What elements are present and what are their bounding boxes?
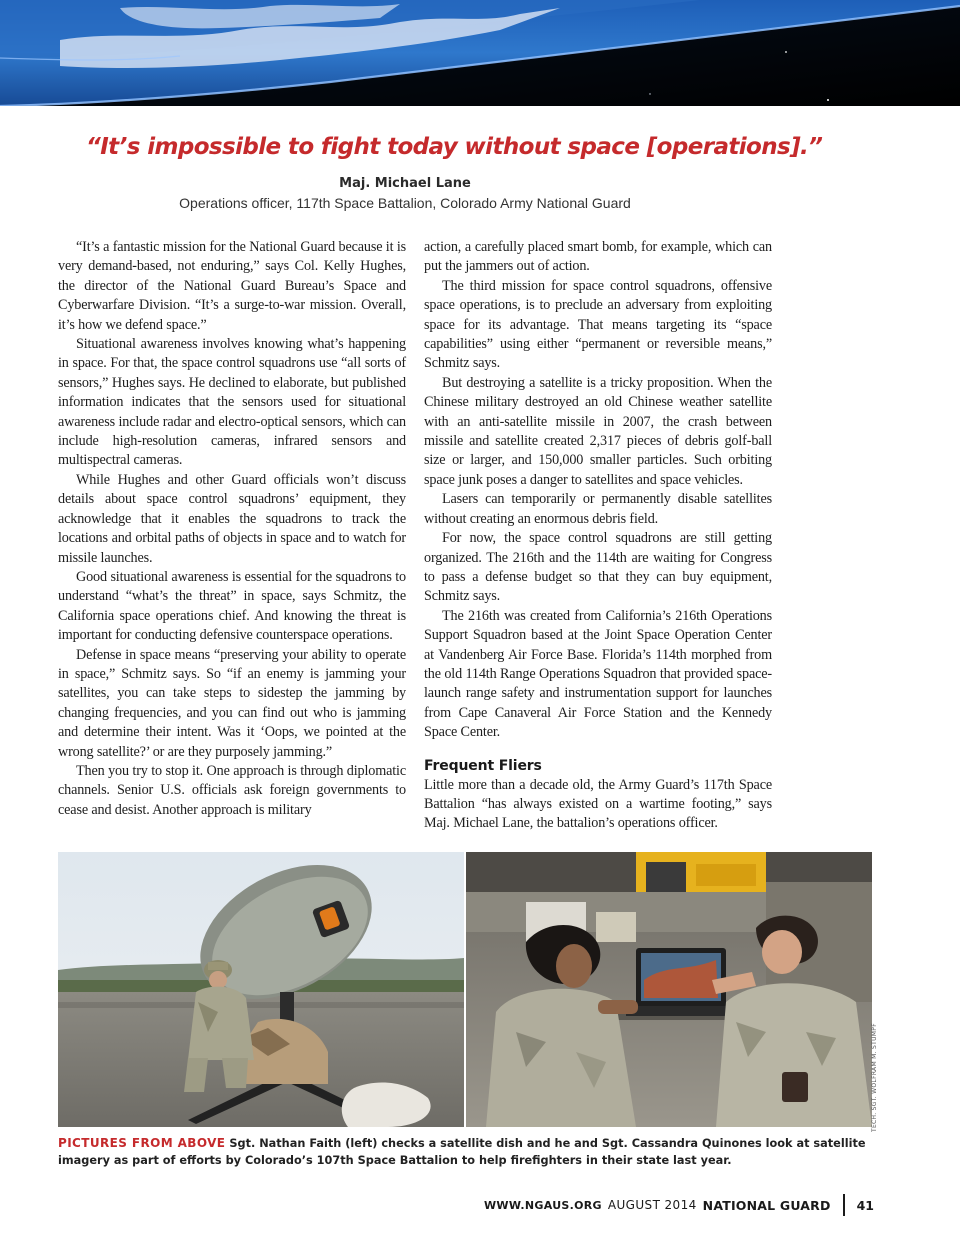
caption-text: Sgt. Nathan Faith (left) checks a satellite dish and he and Sgt. Cassandra Quinones look at satellite imagery as part of efforts by Colorado’s 107th Space Battalion to help firefighters in their state last year. [58,1137,866,1167]
paragraph: Lasers can temporarily or permanently disable satellites without creating an enormous debris field. [424,491,772,527]
subhead: Frequent Fliers [424,757,542,774]
footer-magazine-name: NATIONAL GUARD [702,1197,831,1213]
footer-divider [843,1194,845,1216]
satellite-imagery-photo [466,852,872,1127]
pull-quote: “It’s impossible to fight today without space [operations].” [86,134,823,160]
quote-attribution-title: Operations officer, 117th Space Battalion, Colorado Army National Guard [179,195,631,211]
photo-caption [58,1135,878,1169]
paragraph: Situational awareness involves knowing what’s happening in space. For that, the space control squadrons use “all sorts of sensors,” Hughes says. He declined to elaborate, but published information indicates that the sensors used for situational awareness include radar and electro-optical sensors, which can include high-resolution cameras, infrared sensors and multispectral cameras. [58,336,406,469]
paragraph: “It’s a fantastic mission for the National Guard because it is very demand-based, not enduring,” says Col. Kelly Hughes, the director of the National Guard Bureau’s Space and Cyberwarfare Division. “It’s a surge-to-war mission. Overall, it’s how we defend space.” [58,239,406,333]
quote-attribution-name: Maj. Michael Lane [339,176,471,191]
footer-issue-date: AUGUST 2014 [607,1198,697,1212]
caption-lead: PICTURES FROM ABOVE [58,1136,226,1150]
photo-credit: TECH. SGT. WOLFRAM M. STUMPF [871,1023,878,1132]
paragraph: Good situational awareness is essential for the squadrons to understand “what’s the threat” in space, says Schmitz, the California space operations chief. And knowing the threat is important for conducting defensive counterspace operations. [58,568,406,644]
page-footer [484,1195,874,1215]
paragraph: action, a carefully placed smart bomb, for example, which can put the jammers out of action. [424,239,772,275]
paragraph: For now, the space control squadrons are still getting organized. The 216th and the 114th are waiting for Congress to pass a defense budget so that they can buy equipment, Schmitz says. [424,530,772,605]
earth-from-space-photo [0,0,960,106]
satellite-dish-photo [58,852,464,1127]
paragraph: While Hughes and other Guard officials won’t discuss details about space control squadrons’ equipment, they acknowledge that it enables the squadrons to track the locations and orbital paths of objects in space and to watch for missile launches. [58,471,406,566]
paragraph: Then you try to stop it. One approach is through diplomatic channels. Senior U.S. officials ask foreign governments to cease and desist. Another approach is military [58,762,406,818]
paragraph: Little more than a decade old, the Army Guard’s 117th Space Battalion “has always existed on a wartime footing,” says Maj. Michael Lane, the battalion’s operations officer. [424,776,772,832]
paragraph: The 216th was created from California’s 216th Operations Support Squadron based at the Joint Space Operation Center at Vandenberg Air Force Base. Florida’s 114th morphed from the old 114th Range Operations Squadron that provided space-launch range safety and instrumentation support for launches from Cape Canaveral Air Force Station and the Kennedy Space Center. [424,607,772,741]
page-number: 41 [856,1197,874,1213]
paragraph: The third mission for space control squadrons, offensive space operations, is to preclude an adversary from exploiting space for its advantage. That means targeting its “space capabilities” using either “permanent or reversible means,” Schmitz says. [424,277,772,372]
article-column-right [424,238,772,834]
paragraph: But destroying a satellite is a tricky proposition. When the Chinese military destroyed an old Chinese weather satellite with an anti-satellite missile in 2007, the crash between missile and satellite created 2,317 pieces of debris golf-ball size or larger, and 150,000 smaller particles. Such orbiting space junk poses a danger to satellites and space vehicles. [424,374,772,488]
article-column-left [58,238,406,820]
paragraph: Defense in space means “preserving your ability to operate in space,” Schmitz says. So “if an enemy is jamming your satellites, you can take steps to sidestep the jamming by changing frequencies, and you can find out who is jamming and determine their intent. Was it ‘Oops, we pointed at the wrong satellite?’ or are they purposely jamming.” [58,646,406,760]
footer-website: WWW.NGAUS.ORG [484,1198,602,1212]
